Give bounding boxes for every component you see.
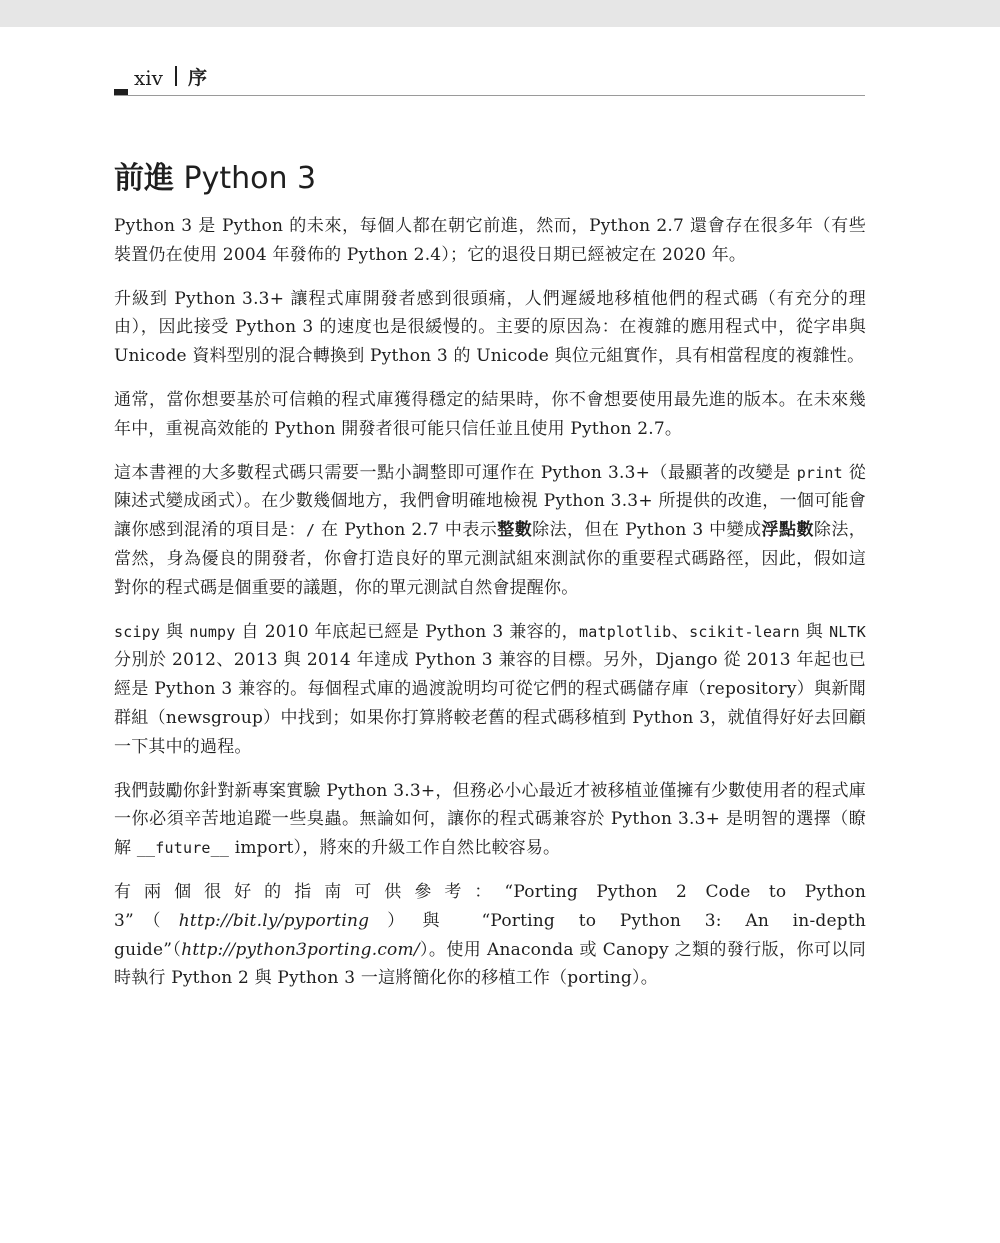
paragraph [114, 777, 866, 863]
section-name: 序 [188, 67, 208, 89]
text-run: 分別於 2012、2013 與 2014 年達成 Python 3 兼容的目標。另外，Django 從 2013 年起也已經是 Python 3 兼容的。每個程式庫的過渡說明均可從它們的程式碼儲存庫（repository）與新聞群組（newsgroup）中找到；如果你打算將較老舊的程式碼移植到 Python 3，就值得好好去回顧一下其中的過程。 [114, 650, 866, 757]
code-text: scikit-learn [689, 622, 800, 641]
text-run: 自 2010 年底起已經是 Python 3 兼容的， [235, 621, 580, 642]
title-latin: Python 3 [174, 161, 317, 196]
link-text: http://bit.ly/pyporting [178, 910, 370, 931]
text-run: 從陳述式變成函式）。在少數幾個地方，我們會明確地檢視 Python 3.3+ 所提供的改進，一個可能會讓你感到混淆的項目是： [114, 462, 867, 541]
paragraph [114, 386, 866, 444]
code-text: __future__ [136, 839, 230, 858]
running-header [114, 64, 865, 96]
page-title [114, 160, 316, 198]
emphasis-text: 浮點數 [761, 520, 814, 541]
code-text: scipy [114, 622, 161, 641]
text-run: 在 Python 2.7 中表示 [315, 520, 498, 541]
text-run: ）與 “Porting to Python 3: An in-depth guide”（ [114, 910, 866, 960]
emphasis-text: 整數 [497, 520, 533, 541]
text-run: 除法，當然，身為優良的開發者，你會打造良好的單元測試組來測試你的重要程式碼路徑，因此，假如這對你的程式碼是個重要的議題，你的單元測試自然會提醒你。 [114, 520, 867, 598]
code-text: NLTK [829, 622, 867, 641]
paragraph [114, 878, 866, 993]
code-text: / [305, 521, 316, 540]
paragraph [114, 285, 866, 371]
paragraph [114, 212, 866, 270]
top-band [0, 0, 1000, 27]
text-run: import），將來的升級工作自然比較容易。 [229, 838, 561, 859]
text-run: 我們鼓勵你針對新專案實驗 Python 3.3+，但務必小心最近才被移植並僅擁有少數使用者的程式庫一你必須辛苦地追蹤一些臭蟲。無論如何，讓你的程式碼兼容於 Python 3.3+ 是明智的選擇（瞭解 [114, 780, 866, 859]
header-marker [114, 89, 128, 95]
code-text: numpy [189, 622, 236, 641]
text-run: 、 [671, 621, 690, 642]
text-run: 與 [799, 621, 830, 642]
text-run: 通常，當你想要基於可信賴的程式庫獲得穩定的結果時，你不會想要使用最先進的版本。在未來幾年中，重視高效能的 Python 開發者很可能只信任並且使用 Python 2.7。 [114, 389, 866, 439]
page-number: xiv [134, 66, 163, 90]
text-run: 與 [160, 621, 190, 642]
header-separator [175, 66, 177, 86]
paragraph [114, 459, 866, 603]
text-run: 這本書裡的大多數程式碼只需要一點小調整即可運作在 Python 3.3+（最顯著的改變是 [114, 462, 797, 483]
text-run: ）。使用 Anaconda 或 Canopy 之類的發行版，你可以同時執行 Python 2 與 Python 3 一這將簡化你的移植工作（porting）。 [114, 939, 866, 989]
title-cjk: 前進 [114, 161, 174, 196]
text-run: 有兩個很好的指南可供參考：“Porting Python 2 Code to Python 3”（ [114, 881, 866, 931]
code-text: matplotlib [579, 622, 672, 641]
code-text: print [796, 463, 843, 482]
paragraph [114, 618, 866, 762]
body-text [114, 212, 866, 1008]
text-run: 升級到 Python 3.3+ 讓程式庫開發者感到很頭痛，人們遲緩地移植他們的程式碼（有充分的理由），因此接受 Python 3 的速度也是很緩慢的。主要的原因為：在複雜的應用程式中，從字串與 Unicode 資料型別的混合轉換到 Python 3 的 Unicode 與位元組實作，具有相當程度的複雜性。 [114, 288, 866, 367]
text-run: Python 3 是 Python 的未來，每個人都在朝它前進，然而，Python 2.7 還會存在很多年（有些裝置仍在使用 2004 年發佈的 Python 2.4）；它的退役日期已經被定在 2020 年。 [114, 216, 866, 265]
text-run: 除法，但在 Python 3 中變成 [532, 520, 762, 541]
link-text: http://python3porting.com/ [181, 939, 420, 960]
